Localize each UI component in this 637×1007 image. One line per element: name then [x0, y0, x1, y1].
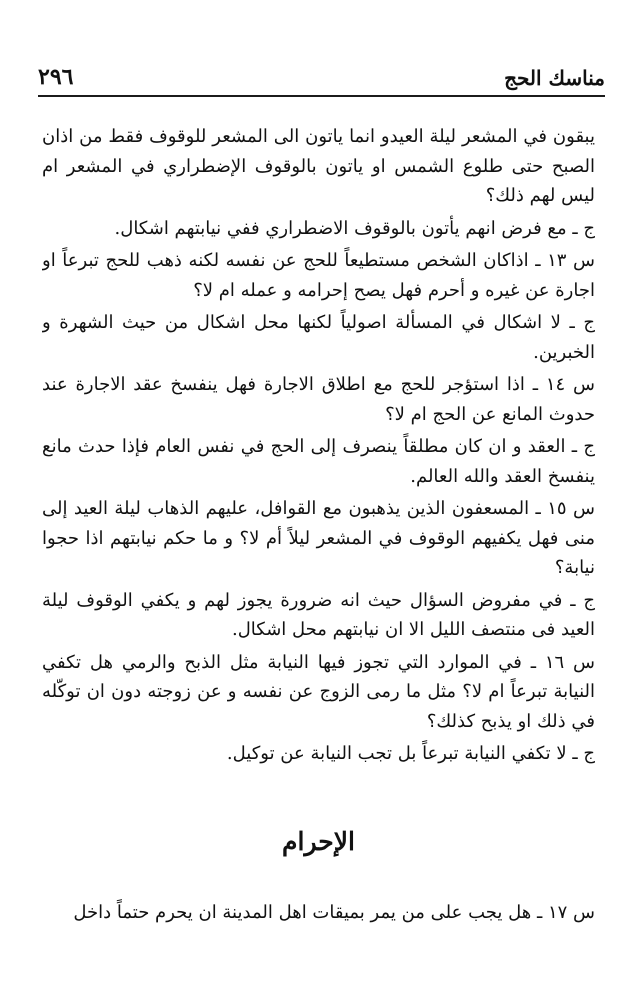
question-paragraph: س ١٧ ـ هل يجب على من يمر بميقات اهل المدينة ان يحرم حتماً داخل	[73, 902, 595, 923]
question-paragraph: س ١٤ ـ اذا استؤجر للحج مع اطلاق الاجارة فهل ينفسخ عقد الاجارة عند حدوث المانع عن الحج ام لا؟	[42, 374, 595, 425]
page-number: ٢٩٦	[38, 64, 74, 90]
answer-paragraph: ج ـ مع فرض انهم يأتون بالوقوف الاضطراري ففي نيابتهم اشكال.	[114, 217, 595, 239]
question-paragraph: س ١٣ ـ اذاكان الشخص مستطيعاً للحج عن نفسه لكنه ذهب للحج تبرعاً او اجارة عن غيره و أحرم فهل يصح إحرامه و عمله ام لا؟	[42, 250, 595, 301]
question-paragraph: س ١٥ ـ المسعفون الذين يذهبون مع القوافل، عليهم الذهاب ليلة العيد إلى منى فهل يكفيهم الوقوف في المشعر ليلاً أم لا؟ و ما حكم نيابتهم اذا حجوا نيابة؟	[42, 498, 595, 578]
question-paragraph: س ١٦ ـ في الموارد التي تجوز فيها النيابة مثل الذبح والرمي هل تكفي النيابة تبرعاً ام لا؟ مثل ما رمى الزوج عن نفسه و عن زوجته دون ان توكّله في ذلك او يذبح كذلك؟	[42, 651, 595, 732]
body-content	[42, 122, 595, 782]
header-rule	[38, 95, 605, 97]
paragraph-continuation: يبقون في المشعر ليلة العيدو انما ياتون الى المشعر للوقوف فقط من اذان الصبح حتى طلوع الشمس او ياتون بالوقوف الإضطراري في المشعر ام ليس لهم ذلك؟	[42, 126, 595, 206]
bottom-question-block	[42, 898, 595, 934]
section-title: الإحرام	[282, 827, 355, 856]
page-header	[38, 62, 605, 98]
answer-paragraph: ج ـ في مفروض السؤال حيث انه ضرورة يجوز لهم و يكفي الوقوف ليلة العيد فى منتصف الليل الا ان نيابتهم محل اشكال.	[42, 589, 595, 640]
running-header-title: مناسك الحج	[504, 66, 605, 90]
answer-paragraph: ج ـ لا تكفي النيابة تبرعاً بل تجب النيابة عن توكيل.	[226, 743, 595, 764]
answer-paragraph: ج ـ لا اشكال في المسألة اصولياً لكنها محل اشكال من حيث الشهرة و الخبرين.	[42, 312, 595, 363]
answer-paragraph: ج ـ العقد و ان كان مطلقاً ينصرف إلى الحج في نفس العام فإذا حدث مانع ينفسخ العقد والله العالم.	[42, 436, 595, 487]
